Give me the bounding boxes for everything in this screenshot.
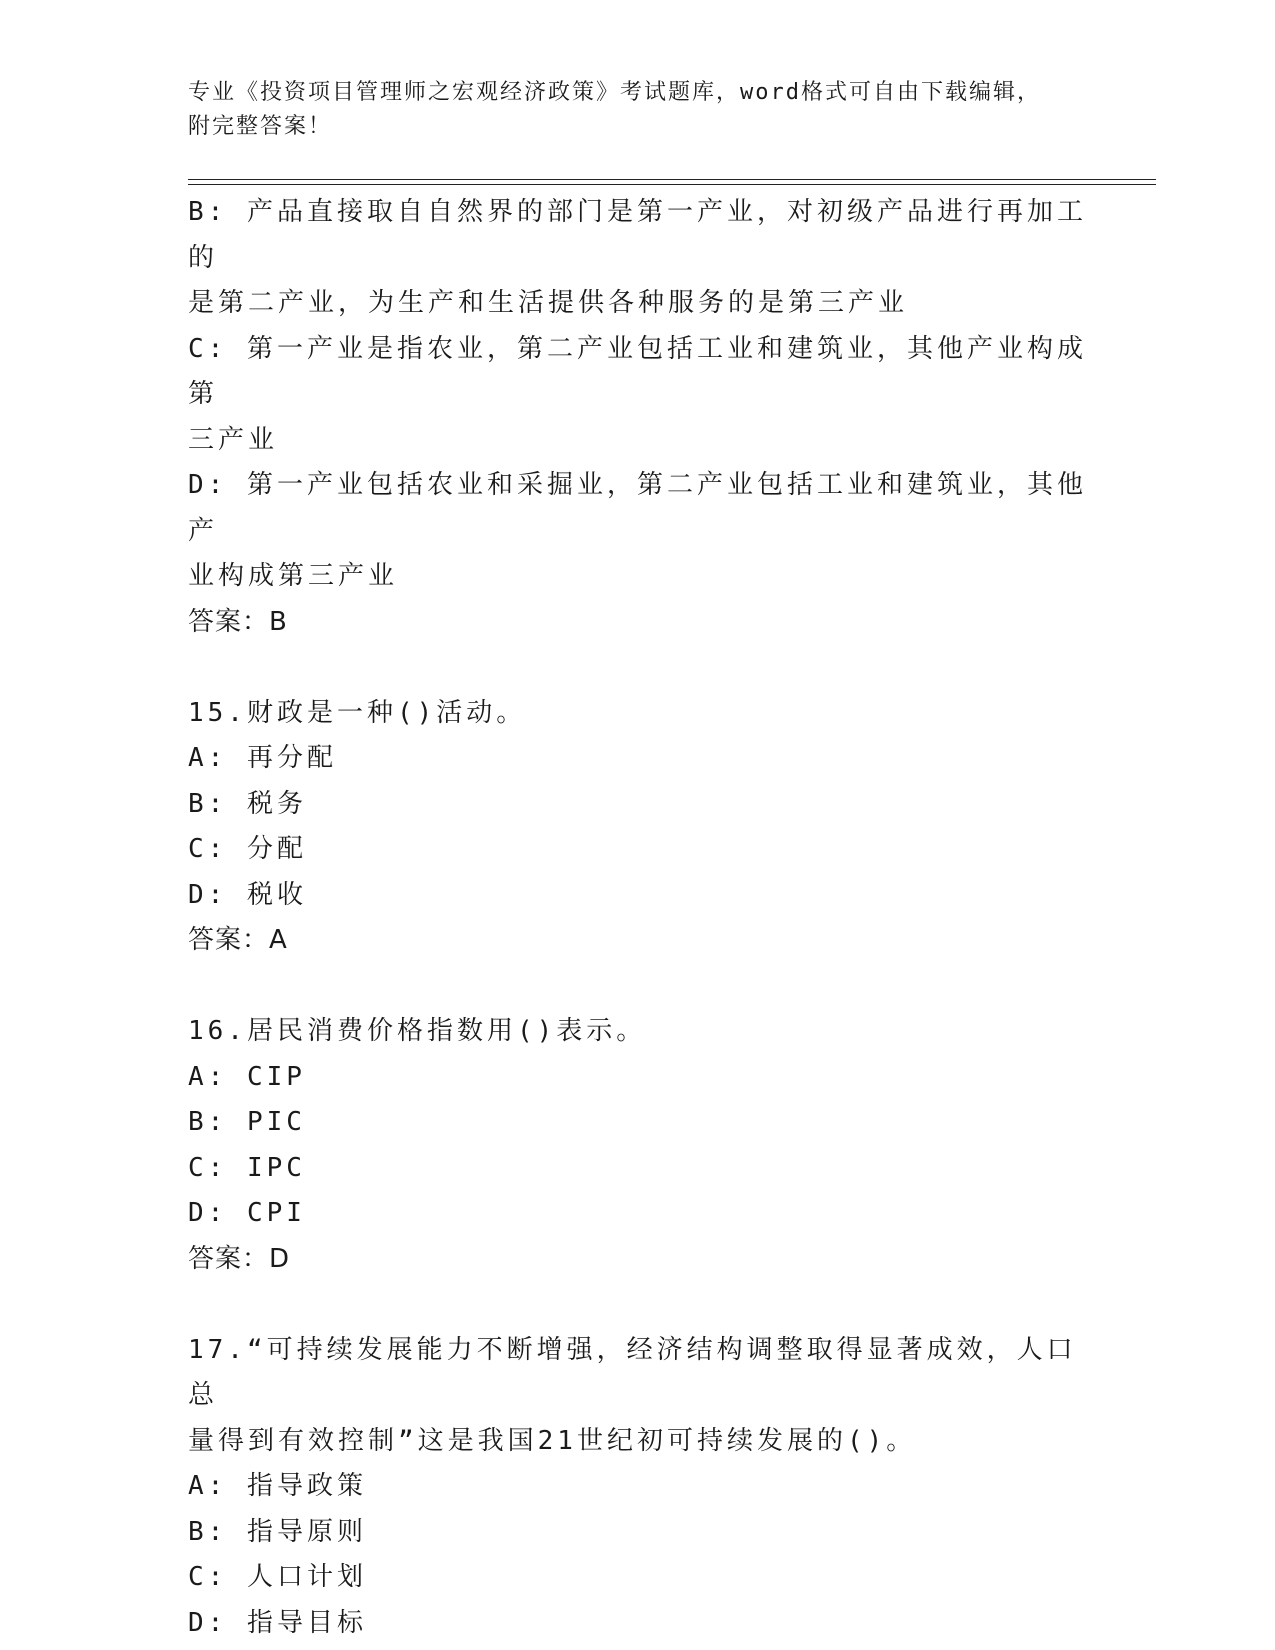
q16-option-a: A: CIP (188, 1061, 306, 1092)
q14-answer: 答案：B (188, 606, 288, 637)
question-16 (188, 1009, 1088, 1282)
question-15 (188, 691, 1088, 964)
q15-question: 15.财政是一种()活动。 (188, 697, 527, 728)
q17-option-c: C: 人口计划 (188, 1562, 367, 1592)
header-rule-bottom (188, 184, 1156, 185)
q16-option-c: C: IPC (188, 1152, 306, 1183)
header-line-1: 专业《投资项目管理师之宏观经济政策》考试题库，word格式可自由下载编辑， (188, 80, 1041, 105)
q15-answer: 答案：A (188, 925, 288, 955)
q15-option-d: D: 税收 (188, 879, 307, 910)
q17-option-a: A: 指导政策 (188, 1471, 367, 1501)
q14-option-b-line-2: 是第二产业，为生产和生活提供各种服务的是第三产业 (188, 288, 909, 318)
question-content (188, 190, 1088, 1646)
q14-option-d-line-2: 业构成第三产业 (188, 561, 399, 591)
q15-option-b: B: 税务 (188, 788, 307, 819)
q14-option-c-line-2: 三产业 (188, 424, 279, 455)
q17-option-b: B: 指导原则 (188, 1516, 367, 1547)
spacer (188, 964, 1088, 1010)
q14-option-d-line-1: D: 第一产业包括农业和采掘业，第二产业包括工业和建筑业，其他产 (188, 470, 1087, 546)
q16-option-b: B: PIC (188, 1107, 306, 1137)
q15-option-a: A: 再分配 (188, 743, 337, 773)
q15-option-c: C: 分配 (188, 834, 307, 864)
question-17 (188, 1328, 1088, 1647)
q17-question-line-1: 17.“可持续发展能力不断增强，经济结构调整取得显著成效，人口总 (188, 1334, 1077, 1410)
question-14 (188, 190, 1088, 645)
q16-option-d: D: CPI (188, 1198, 306, 1228)
q14-option-b-line-1: B: 产品直接取自自然界的部门是第一产业，对初级产品进行再加工的 (188, 197, 1087, 273)
document-header (188, 76, 1068, 144)
header-line-2: 附完整答案！ (188, 114, 333, 139)
q16-question: 16.居民消费价格指数用()表示。 (188, 1016, 647, 1046)
q16-answer: 答案：D (188, 1243, 291, 1274)
spacer (188, 1282, 1088, 1328)
header-rule-top (188, 179, 1156, 180)
spacer (188, 645, 1088, 691)
q17-option-d: D: 指导目标 (188, 1607, 367, 1638)
q14-option-c-line-1: C: 第一产业是指农业，第二产业包括工业和建筑业，其他产业构成第 (188, 333, 1087, 409)
q17-question-line-2: 量得到有效控制”这是我国21世纪初可持续发展的()。 (188, 1425, 917, 1456)
